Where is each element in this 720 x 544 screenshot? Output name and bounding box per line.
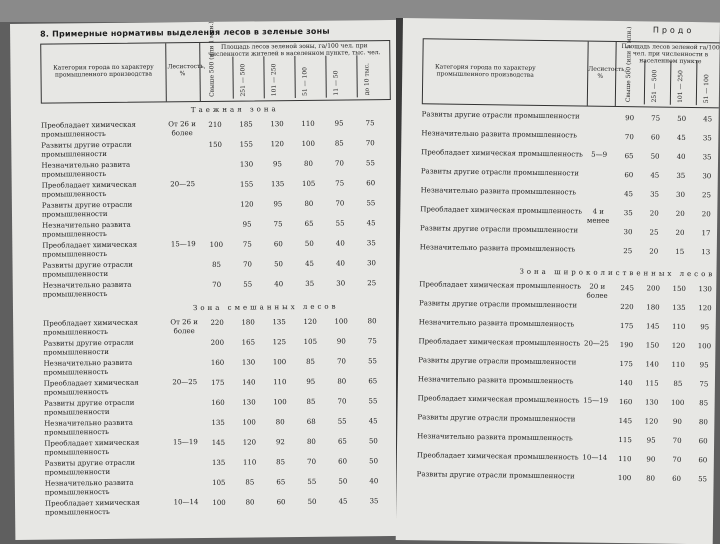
value-cell: 25 xyxy=(702,191,712,200)
value-cell: 35 xyxy=(702,153,712,162)
value-cell: 70 xyxy=(212,280,222,289)
value-cell: 80 xyxy=(698,418,708,427)
value-cell: 175 xyxy=(619,322,634,331)
value-cell: 25 xyxy=(649,228,659,237)
value-cell: 55 xyxy=(243,280,253,289)
value-cell: 90 xyxy=(646,455,656,464)
value-cell: 85 xyxy=(212,260,222,269)
row-forest-cover: От 26 и более xyxy=(168,120,196,137)
header-category: Категория города по характеру промышленного производства xyxy=(53,63,154,79)
value-cell: 130 xyxy=(698,285,712,294)
value-cell: 75 xyxy=(335,179,345,188)
value-cell: 120 xyxy=(270,140,285,149)
row-category: Развиты другие отрасли промышленности xyxy=(417,413,576,424)
value-cell: 90 xyxy=(672,417,682,426)
value-cell: 30 xyxy=(676,190,686,199)
value-cell: 120 xyxy=(671,341,686,350)
value-cell: 100 xyxy=(272,358,287,367)
column-header: Свыше 500 (или 1 млн.) xyxy=(624,26,633,103)
value-cell: 45 xyxy=(338,497,348,506)
value-cell: 40 xyxy=(274,280,284,289)
value-cell: 130 xyxy=(239,160,254,169)
value-cell: 55 xyxy=(698,475,708,484)
right-page xyxy=(396,18,720,544)
row-forest-cover: 20—25 xyxy=(170,180,196,189)
value-cell: 185 xyxy=(239,120,253,129)
value-cell: 50 xyxy=(338,477,348,486)
value-cell: 50 xyxy=(368,437,378,446)
row-category: Преобладает химическая промышленность xyxy=(419,280,582,291)
value-cell: 130 xyxy=(270,120,284,129)
value-cell: 60 xyxy=(338,457,348,466)
value-cell: 100 xyxy=(273,398,287,407)
value-cell: 70 xyxy=(624,133,634,142)
row-forest-cover: 10—14 xyxy=(173,498,199,507)
value-cell: 60 xyxy=(366,179,376,188)
value-cell: 45 xyxy=(368,417,378,426)
value-cell: 80 xyxy=(646,474,656,483)
value-cell: 20 xyxy=(675,228,685,237)
value-cell: 55 xyxy=(368,397,378,406)
value-cell: 20 xyxy=(701,210,711,219)
value-cell: 60 xyxy=(650,133,660,142)
value-cell: 50 xyxy=(677,114,687,123)
zone-heading: Таежная зона xyxy=(190,105,279,115)
value-cell: 95 xyxy=(646,436,656,445)
value-cell: 40 xyxy=(335,239,345,248)
value-cell: 100 xyxy=(301,139,316,148)
value-cell: 70 xyxy=(243,260,253,269)
value-cell: 45 xyxy=(305,259,315,268)
column-header: 251 — 500 xyxy=(650,69,659,103)
column-header: 51 — 100 xyxy=(301,66,309,96)
table-row xyxy=(43,278,393,302)
value-cell: 80 xyxy=(275,418,285,427)
value-cell: 75 xyxy=(242,240,252,249)
value-cell: 100 xyxy=(242,418,256,427)
value-cell: 25 xyxy=(367,279,377,288)
running-head: Продо xyxy=(652,25,695,36)
value-cell: 220 xyxy=(210,318,224,327)
value-cell: 95 xyxy=(272,160,282,169)
value-cell: 85 xyxy=(306,357,316,366)
value-cell: 55 xyxy=(365,159,375,168)
value-cell: 70 xyxy=(335,199,345,208)
scanner-background xyxy=(0,0,720,22)
column-header: 11 — 50 xyxy=(332,70,340,96)
value-cell: 75 xyxy=(699,380,709,389)
value-cell: 135 xyxy=(211,418,225,427)
value-cell: 145 xyxy=(645,322,660,331)
value-cell: 125 xyxy=(272,338,287,347)
table-title: 8. Примерные нормативы выделения лесов в зеленые зоны xyxy=(40,26,330,39)
row-category: Преобладает химическая промышленность xyxy=(418,337,581,348)
value-cell: 105 xyxy=(301,179,316,188)
value-cell: 45 xyxy=(676,133,686,142)
value-cell: 35 xyxy=(366,239,376,248)
row-category: Преобладает химическая промышленность xyxy=(41,180,137,199)
value-cell: 70 xyxy=(672,436,682,445)
value-cell: 85 xyxy=(673,379,683,388)
row-category: Преобладает химическая промышленность xyxy=(44,438,140,457)
value-cell: 40 xyxy=(369,477,379,486)
value-cell: 80 xyxy=(304,199,314,208)
value-cell: 85 xyxy=(306,397,316,406)
value-cell: 100 xyxy=(617,474,632,483)
row-category: Незначительно развита промышленность xyxy=(417,375,574,386)
value-cell: 100 xyxy=(697,342,712,351)
value-cell: 65 xyxy=(368,377,378,386)
value-cell: 35 xyxy=(623,209,633,218)
header-group: Площадь лесов зеленой зоны, га/100 чел. при численности жителей в населенном пункте, тыс. чел. xyxy=(208,42,381,58)
value-cell: 160 xyxy=(210,358,225,367)
value-cell: 70 xyxy=(337,397,347,406)
column-divider xyxy=(356,55,357,97)
value-cell: 65 xyxy=(276,478,286,487)
zone-heading: Зона смешанных лесов xyxy=(192,302,339,313)
value-cell: 40 xyxy=(336,259,346,268)
row-category: Незначительно развита промышленность xyxy=(42,280,132,299)
value-cell: 130 xyxy=(644,398,659,407)
value-cell: 80 xyxy=(337,377,347,386)
value-cell: 40 xyxy=(676,152,686,161)
value-cell: 60 xyxy=(672,474,682,483)
row-category: Незначительно развита промышленность xyxy=(418,318,575,329)
row-category: Незначительно развита промышленность xyxy=(421,129,577,140)
value-cell: 15 xyxy=(675,247,685,256)
column-divider xyxy=(232,57,233,99)
value-cell: 95 xyxy=(306,377,316,386)
row-category: Развиты другие отрасли промышленности xyxy=(420,224,579,235)
row-category: Преобладает химическая промышленность xyxy=(421,148,583,159)
value-cell: 115 xyxy=(618,436,632,445)
value-cell: 45 xyxy=(650,171,660,180)
value-cell: 85 xyxy=(245,478,255,487)
value-cell: 70 xyxy=(672,455,682,464)
value-cell: 20 xyxy=(675,209,685,218)
column-divider xyxy=(670,61,672,105)
row-category: Развиты другие отрасли промышленности xyxy=(416,470,575,481)
value-cell: 25 xyxy=(623,247,633,256)
value-cell: 65 xyxy=(337,437,347,446)
value-cell: 95 xyxy=(334,119,344,128)
column-header: 101 — 250 xyxy=(676,70,685,103)
value-cell: 120 xyxy=(240,200,254,209)
row-category: Развиты другие отрасли промышленности xyxy=(42,260,133,279)
value-cell: 95 xyxy=(700,323,710,332)
value-cell: 68 xyxy=(306,417,316,426)
column-header: Свыше 500 (или 1 млн.) xyxy=(207,21,216,97)
column-divider xyxy=(294,56,295,98)
value-cell: 70 xyxy=(307,457,317,466)
value-cell: 45 xyxy=(703,115,713,124)
value-cell: 140 xyxy=(645,360,659,369)
value-cell: 165 xyxy=(241,338,256,347)
value-cell: 110 xyxy=(273,378,287,387)
header-group: Площадь лесов зеленой га/100 чел. при численности в населенном пункте xyxy=(621,43,720,66)
value-cell: 175 xyxy=(211,378,225,387)
zone-heading: Зона широколиственных лесов xyxy=(519,267,716,279)
value-cell: 175 xyxy=(619,360,633,369)
value-cell: 110 xyxy=(301,119,315,128)
value-cell: 140 xyxy=(619,379,633,388)
value-cell: 80 xyxy=(245,498,255,507)
row-category: Незначительно развита промышленность xyxy=(419,243,576,254)
value-cell: 105 xyxy=(303,337,318,346)
value-cell: 75 xyxy=(367,337,377,346)
value-cell: 100 xyxy=(334,317,348,326)
row-category: Развиты другие отрасли промышленности xyxy=(418,356,577,367)
value-cell: 70 xyxy=(337,357,347,366)
value-cell: 35 xyxy=(702,134,712,143)
value-cell: 120 xyxy=(698,304,712,313)
value-cell: 200 xyxy=(210,338,225,347)
row-category: Незначительно развита промышленность xyxy=(41,160,131,179)
row-forest-cover: 15—19 xyxy=(172,438,198,447)
column-divider xyxy=(325,56,326,98)
value-cell: 60 xyxy=(273,240,283,249)
value-cell: 135 xyxy=(672,303,686,312)
value-cell: 95 xyxy=(242,220,252,229)
row-category: Преобладает химическая промышленность xyxy=(416,451,579,462)
column-header: 51 — 100 xyxy=(702,74,711,104)
value-cell: 30 xyxy=(623,228,633,237)
value-cell: 75 xyxy=(273,220,283,229)
row-forest-cover: 15—19 xyxy=(583,396,609,405)
value-cell: 155 xyxy=(239,140,254,149)
value-cell: 140 xyxy=(242,378,256,387)
row-category: Незначительно развита промышленность xyxy=(42,220,131,239)
value-cell: 145 xyxy=(211,438,226,447)
row-category: Развиты другие отрасли промышленности xyxy=(41,200,133,219)
value-cell: 135 xyxy=(272,318,286,327)
value-cell: 110 xyxy=(242,458,257,467)
value-cell: 35 xyxy=(676,171,686,180)
column-header: до 10 тыс. xyxy=(363,63,371,96)
header-category: Категория города по характеру промышленного производства xyxy=(434,63,536,79)
row-category: Развиты другие отрасли промышленности xyxy=(43,398,135,417)
row-category: Развиты другие отрасли промышленности xyxy=(421,110,580,121)
row-category: Преобладает химическая промышленность xyxy=(420,205,583,216)
value-cell: 60 xyxy=(698,456,708,465)
value-cell: 120 xyxy=(303,317,317,326)
column-header: 251 — 500 xyxy=(239,63,247,97)
value-cell: 92 xyxy=(275,438,285,447)
row-forest-cover: 20—25 xyxy=(583,339,609,348)
value-cell: 30 xyxy=(336,279,346,288)
value-cell: 30 xyxy=(702,172,712,181)
value-cell: 80 xyxy=(367,317,377,326)
value-cell: 45 xyxy=(366,219,376,228)
row-forest-cover: 10—14 xyxy=(582,453,608,462)
value-cell: 45 xyxy=(624,190,634,199)
value-cell: 160 xyxy=(618,398,633,407)
value-cell: 120 xyxy=(242,438,257,447)
value-cell: 55 xyxy=(368,357,378,366)
value-cell: 105 xyxy=(212,478,226,487)
row-forest-cover: 15—19 xyxy=(170,240,196,249)
value-cell: 70 xyxy=(334,159,344,168)
value-cell: 50 xyxy=(307,497,317,506)
value-cell: 20 xyxy=(649,209,659,218)
row-category: Незначительно развита промышленность xyxy=(417,432,573,443)
value-cell: 220 xyxy=(620,303,634,312)
row-forest-cover: 20 и более xyxy=(586,282,608,300)
value-cell: 115 xyxy=(645,379,659,388)
value-cell: 180 xyxy=(241,318,255,327)
row-category: Незначительно развита промышленность xyxy=(44,418,133,437)
value-cell: 50 xyxy=(274,260,284,269)
value-cell: 80 xyxy=(306,437,316,446)
value-cell: 65 xyxy=(624,152,634,161)
value-cell: 30 xyxy=(367,259,377,268)
table-row xyxy=(416,470,716,493)
table-row xyxy=(45,496,395,520)
row-category: Развиты другие отрасли промышленности xyxy=(43,338,134,357)
column-divider xyxy=(263,56,264,98)
value-cell: 60 xyxy=(698,437,708,446)
value-cell: 110 xyxy=(618,455,632,464)
value-cell: 60 xyxy=(624,171,634,180)
row-category: Преобладает химическая промышленность xyxy=(43,318,139,337)
value-cell: 150 xyxy=(208,140,223,149)
value-cell: 160 xyxy=(211,398,225,407)
value-cell: 55 xyxy=(337,417,347,426)
value-cell: 100 xyxy=(670,398,685,407)
left-page xyxy=(10,20,403,540)
header-forest: Лесистость, % xyxy=(167,62,206,78)
row-category: Развиты другие отрасли промышленности xyxy=(418,299,578,310)
value-cell: 55 xyxy=(366,199,376,208)
value-cell: 150 xyxy=(672,284,686,293)
value-cell: 75 xyxy=(651,114,661,123)
value-cell: 110 xyxy=(671,360,685,369)
header-forest: Лесистость, % xyxy=(588,65,627,80)
value-cell: 210 xyxy=(208,120,222,129)
value-cell: 13 xyxy=(701,248,711,257)
value-cell: 55 xyxy=(335,219,345,228)
value-cell: 135 xyxy=(211,458,226,467)
value-cell: 145 xyxy=(618,417,633,426)
row-category: Преобладает химическая промышленность xyxy=(43,378,139,397)
value-cell: 190 xyxy=(619,341,634,350)
value-cell: 245 xyxy=(620,284,634,293)
row-category: Незначительно развита промышленность xyxy=(44,478,134,497)
column-divider xyxy=(696,61,698,105)
value-cell: 130 xyxy=(241,358,256,367)
value-cell: 95 xyxy=(699,361,709,370)
value-cell: 150 xyxy=(645,341,660,350)
row-category: Развиты другие отрасли промышленности xyxy=(44,458,136,477)
value-cell: 135 xyxy=(270,180,285,189)
value-cell: 70 xyxy=(365,139,375,148)
row-category: Незначительно развита промышленность xyxy=(43,358,133,377)
value-cell: 35 xyxy=(369,497,379,506)
value-cell: 110 xyxy=(671,322,686,331)
value-cell: 80 xyxy=(303,159,313,168)
row-category: Развиты другие отрасли промышленности xyxy=(420,167,579,178)
value-cell: 50 xyxy=(304,239,314,248)
value-cell: 155 xyxy=(239,180,254,189)
value-cell: 50 xyxy=(650,152,660,161)
value-cell: 85 xyxy=(699,399,709,408)
value-cell: 130 xyxy=(242,398,256,407)
value-cell: 75 xyxy=(365,119,375,128)
row-forest-cover: 4 и менее xyxy=(586,207,610,225)
row-category: Преобладает химическая промышленность xyxy=(417,394,580,405)
value-cell: 100 xyxy=(209,240,224,249)
row-forest-cover: От 26 и более xyxy=(170,318,198,335)
value-cell: 20 xyxy=(649,247,659,256)
value-cell: 200 xyxy=(646,284,660,293)
row-category: Преобладает химическая промышленность xyxy=(44,498,140,517)
value-cell: 120 xyxy=(644,417,659,426)
table-row xyxy=(420,243,720,266)
value-cell: 65 xyxy=(304,219,314,228)
row-category: Преобладает химическая промышленность xyxy=(42,240,138,259)
row-category: Развиты другие отрасли промышленности xyxy=(41,140,132,159)
value-cell: 35 xyxy=(650,190,660,199)
row-category: Незначительно развита промышленность xyxy=(420,186,577,197)
value-cell: 60 xyxy=(276,498,286,507)
value-cell: 35 xyxy=(305,279,315,288)
value-cell: 85 xyxy=(276,458,286,467)
row-forest-cover: 5—9 xyxy=(591,150,608,159)
column-divider xyxy=(644,60,646,104)
row-category: Преобладает химическая промышленность xyxy=(41,120,136,139)
value-cell: 55 xyxy=(307,477,317,486)
row-forest-cover: 20—25 xyxy=(172,378,198,387)
value-cell: 95 xyxy=(273,200,283,209)
value-cell: 180 xyxy=(646,303,660,312)
value-cell: 50 xyxy=(369,457,379,466)
value-cell: 17 xyxy=(701,229,711,238)
column-header: 101 — 250 xyxy=(270,63,278,97)
value-cell: 85 xyxy=(334,139,344,148)
value-cell: 90 xyxy=(625,114,635,123)
value-cell: 90 xyxy=(336,337,346,346)
value-cell: 100 xyxy=(212,498,226,507)
header-divider xyxy=(615,42,617,106)
